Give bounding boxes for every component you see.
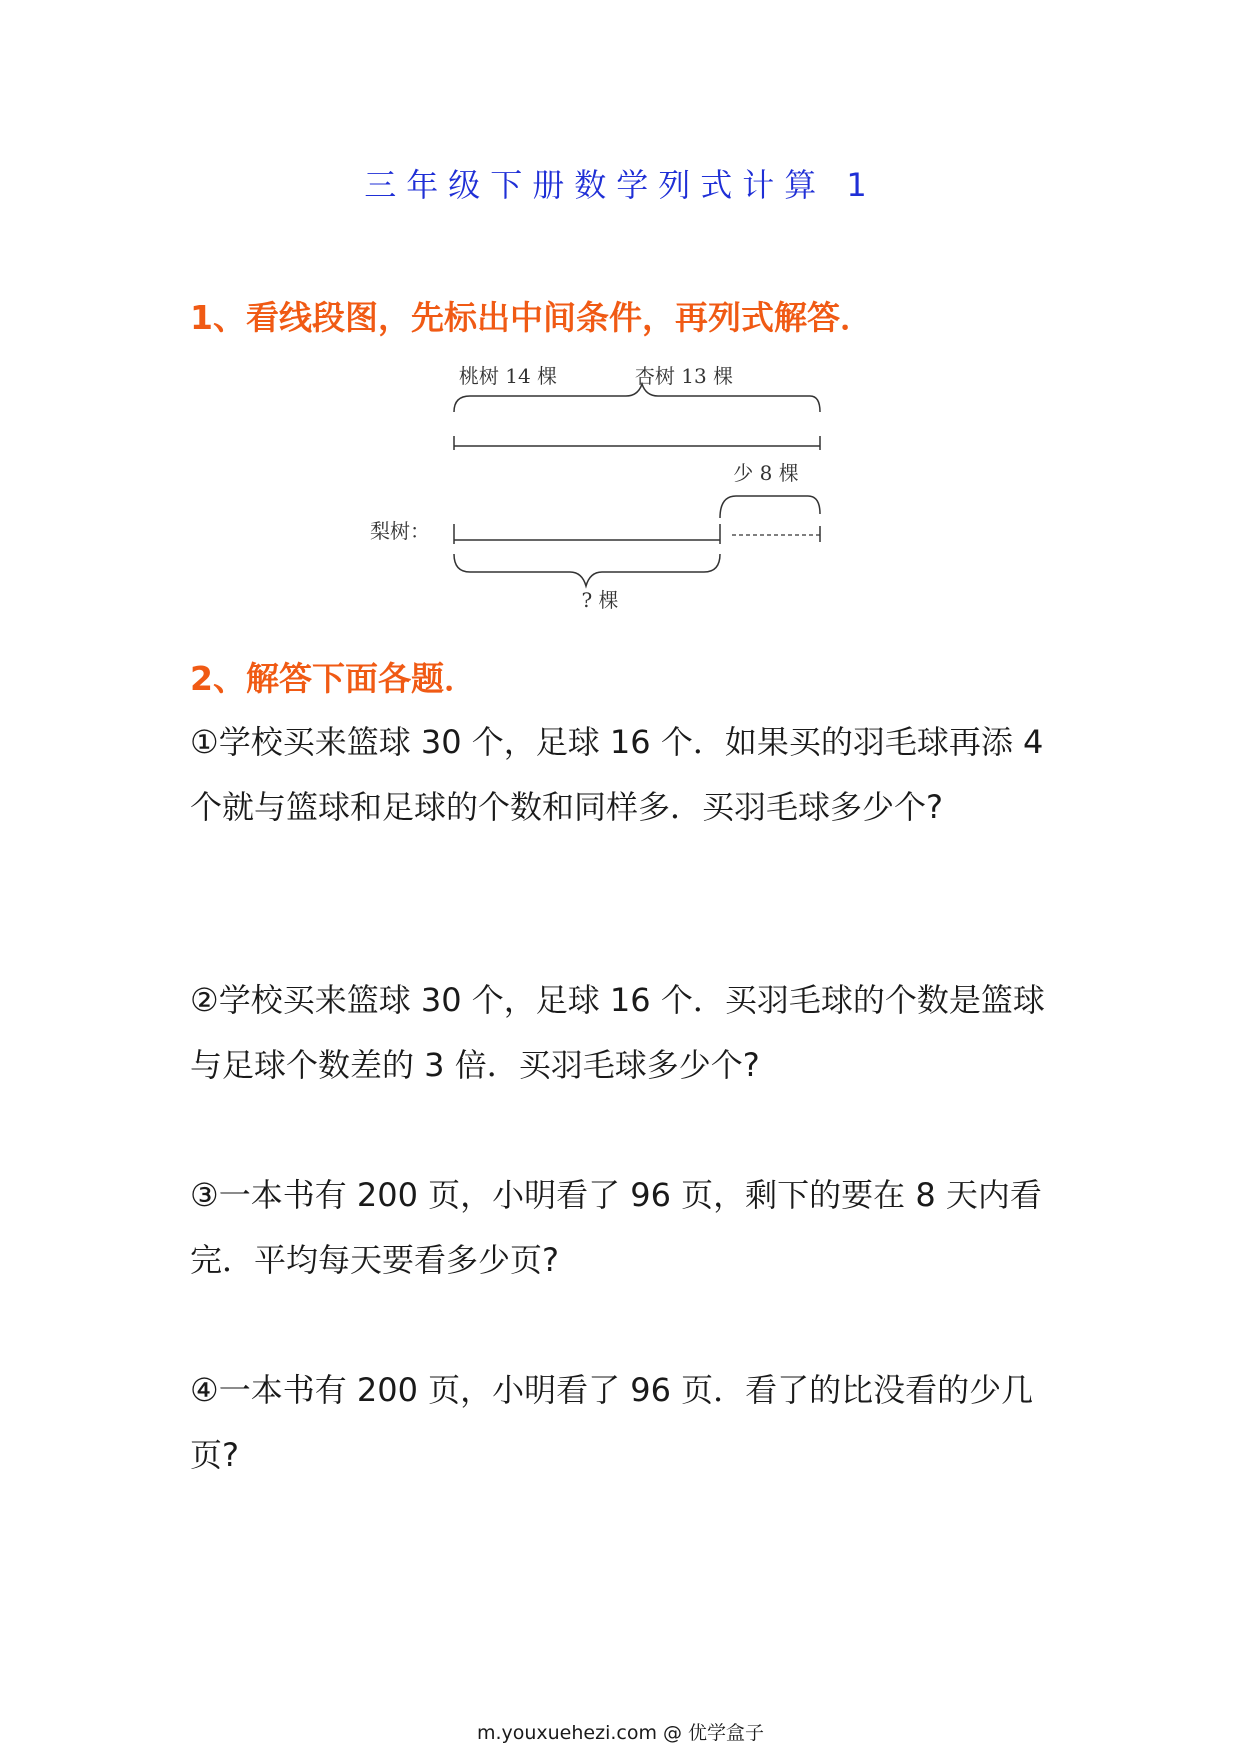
top-brace	[454, 384, 820, 412]
pear-tree-label: 梨树：	[370, 519, 430, 543]
question-label: ? 棵	[581, 588, 619, 612]
line-segment-diagram	[360, 350, 840, 620]
less-label: 少 8 棵	[733, 461, 799, 485]
question-2: ②学校买来篮球 30 个，足球 16 个．买羽毛球的个数是篮球与足球个数差的 3 倍．买羽毛球多少个?	[190, 981, 1045, 1084]
page-title: 三年级下册数学列式计算 1	[364, 166, 877, 204]
less-brace	[720, 496, 820, 518]
question-4: ④一本书有 200 页，小明看了 96 页．看了的比没看的少几页?	[190, 1371, 1034, 1474]
question-3: ③一本书有 200 页，小明看了 96 页，剩下的要在 8 天内看完．平均每天要看多少页?	[190, 1176, 1042, 1279]
question-1: ①学校买来篮球 30 个，足球 16 个．如果买的羽毛球再添 4 个就与篮球和足球的个数和同样多．买羽毛球多少个?	[190, 723, 1044, 826]
apricot-tree-label: 杏树 13 棵	[634, 364, 734, 388]
bottom-brace	[454, 554, 720, 586]
footer-watermark: m.youxuehezi.com @ 优学盒子	[476, 1722, 765, 1744]
peach-tree-label: 桃树 14 棵	[458, 364, 558, 388]
section-1-heading: 1、看线段图，先标出中间条件，再列式解答．	[190, 298, 873, 337]
section-2-heading: 2、解答下面各题．	[190, 659, 477, 698]
